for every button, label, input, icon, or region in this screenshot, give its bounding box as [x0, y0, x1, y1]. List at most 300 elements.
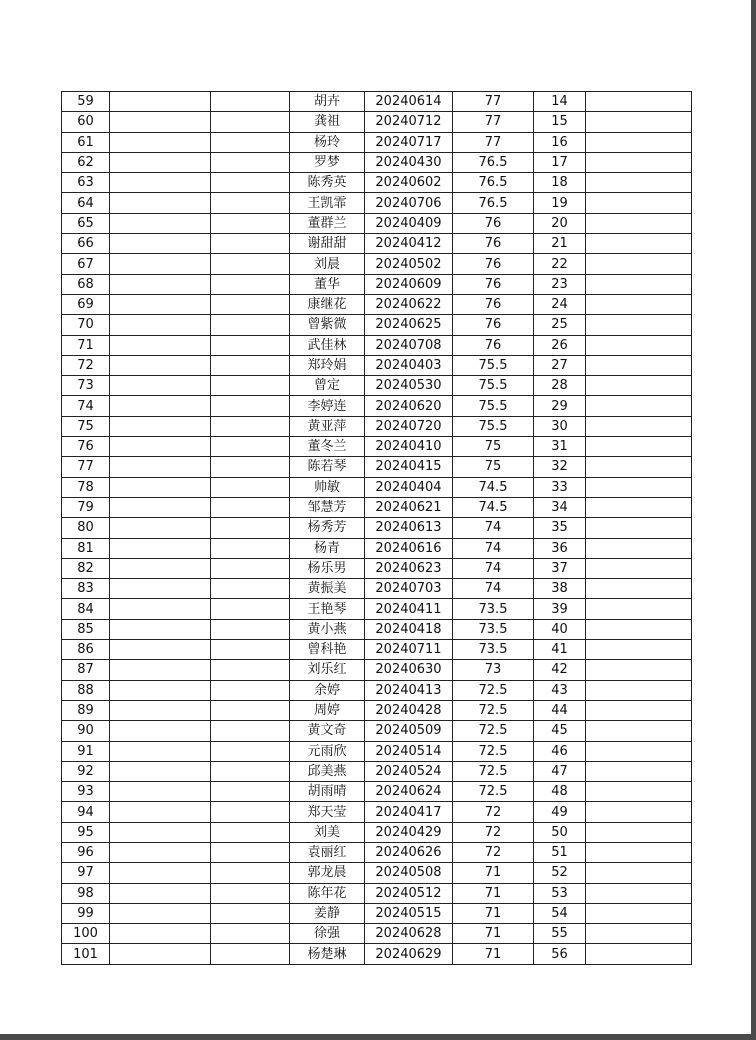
rank-cell: 25	[534, 315, 586, 335]
table-row	[62, 497, 692, 517]
score-cell: 76	[453, 335, 534, 355]
name-cell: 刘乐红	[290, 660, 365, 680]
blank-cell	[211, 883, 290, 903]
rank-cell: 31	[534, 437, 586, 457]
score-cell: 77	[453, 132, 534, 152]
blank-cell	[110, 782, 211, 802]
blank-cell	[211, 660, 290, 680]
id-cell: 20240614	[365, 92, 453, 112]
id-cell: 20240404	[365, 477, 453, 497]
blank-cell	[586, 518, 692, 538]
score-cell: 75.5	[453, 396, 534, 416]
id-cell: 20240514	[365, 741, 453, 761]
blank-cell	[211, 924, 290, 944]
id-cell: 20240412	[365, 234, 453, 254]
rank-cell: 22	[534, 254, 586, 274]
table-row	[62, 396, 692, 416]
rank-cell: 45	[534, 721, 586, 741]
id-cell: 20240409	[365, 213, 453, 233]
blank-cell	[211, 903, 290, 923]
blank-cell	[586, 437, 692, 457]
rank-cell: 21	[534, 234, 586, 254]
seq-cell: 77	[62, 457, 110, 477]
rank-cell: 50	[534, 822, 586, 842]
id-cell: 20240430	[365, 152, 453, 172]
name-cell: 郑玲娟	[290, 355, 365, 375]
rank-cell: 54	[534, 903, 586, 923]
seq-cell: 69	[62, 294, 110, 314]
id-cell: 20240410	[365, 437, 453, 457]
blank-cell	[211, 579, 290, 599]
table-row	[62, 254, 692, 274]
id-cell: 20240417	[365, 802, 453, 822]
table-row	[62, 721, 692, 741]
name-cell: 胡卉	[290, 92, 365, 112]
blank-cell	[211, 842, 290, 862]
score-cell: 76	[453, 315, 534, 335]
blank-cell	[110, 863, 211, 883]
blank-cell	[211, 457, 290, 477]
id-cell: 20240624	[365, 782, 453, 802]
blank-cell	[211, 619, 290, 639]
score-table	[61, 91, 692, 965]
table-row	[62, 274, 692, 294]
blank-cell	[211, 700, 290, 720]
blank-cell	[586, 599, 692, 619]
seq-cell: 73	[62, 376, 110, 396]
id-cell: 20240621	[365, 497, 453, 517]
blank-cell	[586, 619, 692, 639]
id-cell: 20240706	[365, 193, 453, 213]
blank-cell	[211, 518, 290, 538]
blank-cell	[110, 254, 211, 274]
blank-cell	[110, 92, 211, 112]
score-cell: 76	[453, 254, 534, 274]
blank-cell	[110, 457, 211, 477]
blank-cell	[211, 477, 290, 497]
name-cell: 黄亚萍	[290, 416, 365, 436]
name-cell: 黄文奇	[290, 721, 365, 741]
table-row	[62, 680, 692, 700]
seq-cell: 79	[62, 497, 110, 517]
name-cell: 刘晨	[290, 254, 365, 274]
rank-cell: 41	[534, 640, 586, 660]
id-cell: 20240403	[365, 355, 453, 375]
id-cell: 20240625	[365, 315, 453, 335]
score-cell: 72	[453, 822, 534, 842]
seq-cell: 91	[62, 741, 110, 761]
name-cell: 刘美	[290, 822, 365, 842]
table-row	[62, 782, 692, 802]
id-cell: 20240628	[365, 924, 453, 944]
table-row	[62, 92, 692, 112]
blank-cell	[211, 721, 290, 741]
blank-cell	[211, 741, 290, 761]
score-cell: 76	[453, 213, 534, 233]
name-cell: 龚祖	[290, 112, 365, 132]
blank-cell	[586, 660, 692, 680]
seq-cell: 95	[62, 822, 110, 842]
score-cell: 76	[453, 274, 534, 294]
seq-cell: 99	[62, 903, 110, 923]
name-cell: 曾紫微	[290, 315, 365, 335]
blank-cell	[211, 274, 290, 294]
seq-cell: 96	[62, 842, 110, 862]
score-cell: 71	[453, 903, 534, 923]
rank-cell: 34	[534, 497, 586, 517]
blank-cell	[211, 497, 290, 517]
blank-cell	[211, 944, 290, 964]
score-cell: 76.5	[453, 193, 534, 213]
rank-cell: 42	[534, 660, 586, 680]
id-cell: 20240509	[365, 721, 453, 741]
blank-cell	[110, 761, 211, 781]
score-cell: 71	[453, 944, 534, 964]
table-row	[62, 558, 692, 578]
blank-cell	[110, 213, 211, 233]
name-cell: 董冬兰	[290, 437, 365, 457]
table-row	[62, 173, 692, 193]
id-cell: 20240613	[365, 518, 453, 538]
blank-cell	[110, 518, 211, 538]
blank-cell	[211, 863, 290, 883]
name-cell: 武佳林	[290, 335, 365, 355]
seq-cell: 94	[62, 802, 110, 822]
score-cell: 71	[453, 924, 534, 944]
blank-cell	[586, 863, 692, 883]
id-cell: 20240616	[365, 538, 453, 558]
table-row	[62, 741, 692, 761]
name-cell: 元雨欣	[290, 741, 365, 761]
name-cell: 杨乐男	[290, 558, 365, 578]
blank-cell	[586, 152, 692, 172]
score-cell: 72.5	[453, 700, 534, 720]
rank-cell: 49	[534, 802, 586, 822]
blank-cell	[586, 92, 692, 112]
rank-cell: 55	[534, 924, 586, 944]
id-cell: 20240720	[365, 416, 453, 436]
seq-cell: 101	[62, 944, 110, 964]
blank-cell	[211, 376, 290, 396]
id-cell: 20240502	[365, 254, 453, 274]
score-cell: 72.5	[453, 741, 534, 761]
name-cell: 杨秀芳	[290, 518, 365, 538]
seq-cell: 98	[62, 883, 110, 903]
score-cell: 73.5	[453, 619, 534, 639]
rank-cell: 17	[534, 152, 586, 172]
table-row	[62, 802, 692, 822]
id-cell: 20240708	[365, 335, 453, 355]
seq-cell: 68	[62, 274, 110, 294]
name-cell: 杨玲	[290, 132, 365, 152]
table-row	[62, 132, 692, 152]
seq-cell: 71	[62, 335, 110, 355]
seq-cell: 86	[62, 640, 110, 660]
name-cell: 董华	[290, 274, 365, 294]
rank-cell: 19	[534, 193, 586, 213]
blank-cell	[586, 355, 692, 375]
id-cell: 20240717	[365, 132, 453, 152]
rank-cell: 44	[534, 700, 586, 720]
name-cell: 郑天莹	[290, 802, 365, 822]
seq-cell: 60	[62, 112, 110, 132]
score-cell: 75	[453, 457, 534, 477]
blank-cell	[110, 842, 211, 862]
seq-cell: 97	[62, 863, 110, 883]
score-cell: 77	[453, 112, 534, 132]
rank-cell: 39	[534, 599, 586, 619]
table-row	[62, 437, 692, 457]
table-row	[62, 640, 692, 660]
seq-cell: 90	[62, 721, 110, 741]
id-cell: 20240626	[365, 842, 453, 862]
rank-cell: 33	[534, 477, 586, 497]
id-cell: 20240413	[365, 680, 453, 700]
table-row	[62, 213, 692, 233]
id-cell: 20240622	[365, 294, 453, 314]
blank-cell	[586, 842, 692, 862]
name-cell: 周婷	[290, 700, 365, 720]
table-row	[62, 619, 692, 639]
blank-cell	[110, 741, 211, 761]
id-cell: 20240602	[365, 173, 453, 193]
name-cell: 邱美燕	[290, 761, 365, 781]
blank-cell	[211, 761, 290, 781]
table-row	[62, 842, 692, 862]
score-cell: 73.5	[453, 599, 534, 619]
seq-cell: 65	[62, 213, 110, 233]
id-cell: 20240703	[365, 579, 453, 599]
blank-cell	[586, 497, 692, 517]
id-cell: 20240515	[365, 903, 453, 923]
blank-cell	[586, 579, 692, 599]
rank-cell: 28	[534, 376, 586, 396]
rank-cell: 51	[534, 842, 586, 862]
blank-cell	[586, 883, 692, 903]
blank-cell	[110, 396, 211, 416]
table-row	[62, 376, 692, 396]
id-cell: 20240609	[365, 274, 453, 294]
blank-cell	[110, 883, 211, 903]
blank-cell	[211, 132, 290, 152]
blank-cell	[110, 335, 211, 355]
score-cell: 72	[453, 802, 534, 822]
name-cell: 黄小燕	[290, 619, 365, 639]
blank-cell	[586, 294, 692, 314]
rank-cell: 26	[534, 335, 586, 355]
rank-cell: 23	[534, 274, 586, 294]
blank-cell	[211, 599, 290, 619]
seq-cell: 82	[62, 558, 110, 578]
table-row	[62, 457, 692, 477]
blank-cell	[211, 680, 290, 700]
score-cell: 75.5	[453, 376, 534, 396]
blank-cell	[211, 782, 290, 802]
blank-cell	[211, 538, 290, 558]
score-cell: 74.5	[453, 497, 534, 517]
rank-cell: 47	[534, 761, 586, 781]
blank-cell	[211, 558, 290, 578]
name-cell: 余婷	[290, 680, 365, 700]
blank-cell	[110, 944, 211, 964]
score-cell: 72.5	[453, 761, 534, 781]
table-row	[62, 579, 692, 599]
blank-cell	[211, 152, 290, 172]
score-cell: 75.5	[453, 416, 534, 436]
seq-cell: 80	[62, 518, 110, 538]
blank-cell	[586, 315, 692, 335]
name-cell: 帅敏	[290, 477, 365, 497]
name-cell: 陈年花	[290, 883, 365, 903]
table-row	[62, 538, 692, 558]
seq-cell: 75	[62, 416, 110, 436]
name-cell: 杨楚琳	[290, 944, 365, 964]
score-cell: 77	[453, 92, 534, 112]
seq-cell: 63	[62, 173, 110, 193]
rank-cell: 56	[534, 944, 586, 964]
blank-cell	[211, 416, 290, 436]
table-row	[62, 883, 692, 903]
seq-cell: 83	[62, 579, 110, 599]
rank-cell: 52	[534, 863, 586, 883]
blank-cell	[586, 457, 692, 477]
blank-cell	[110, 132, 211, 152]
blank-cell	[586, 335, 692, 355]
table-row	[62, 518, 692, 538]
blank-cell	[110, 599, 211, 619]
blank-cell	[586, 721, 692, 741]
table-row	[62, 660, 692, 680]
id-cell: 20240712	[365, 112, 453, 132]
blank-cell	[110, 173, 211, 193]
score-cell: 72.5	[453, 680, 534, 700]
rank-cell: 20	[534, 213, 586, 233]
id-cell: 20240530	[365, 376, 453, 396]
blank-cell	[110, 903, 211, 923]
table-row	[62, 294, 692, 314]
blank-cell	[211, 822, 290, 842]
seq-cell: 89	[62, 700, 110, 720]
name-cell: 王艳琴	[290, 599, 365, 619]
id-cell: 20240620	[365, 396, 453, 416]
blank-cell	[110, 680, 211, 700]
table-row	[62, 599, 692, 619]
name-cell: 曾定	[290, 376, 365, 396]
id-cell: 20240415	[365, 457, 453, 477]
seq-cell: 78	[62, 477, 110, 497]
seq-cell: 66	[62, 234, 110, 254]
seq-cell: 72	[62, 355, 110, 375]
seq-cell: 61	[62, 132, 110, 152]
table-row	[62, 315, 692, 335]
blank-cell	[586, 822, 692, 842]
seq-cell: 74	[62, 396, 110, 416]
table-row	[62, 924, 692, 944]
blank-cell	[586, 761, 692, 781]
name-cell: 袁丽红	[290, 842, 365, 862]
blank-cell	[110, 416, 211, 436]
blank-cell	[110, 193, 211, 213]
table-body	[62, 92, 692, 965]
blank-cell	[110, 640, 211, 660]
seq-cell: 70	[62, 315, 110, 335]
blank-cell	[211, 355, 290, 375]
seq-cell: 62	[62, 152, 110, 172]
blank-cell	[586, 477, 692, 497]
blank-cell	[211, 640, 290, 660]
id-cell: 20240411	[365, 599, 453, 619]
score-cell: 72.5	[453, 721, 534, 741]
seq-cell: 92	[62, 761, 110, 781]
blank-cell	[586, 254, 692, 274]
score-cell: 71	[453, 863, 534, 883]
blank-cell	[586, 234, 692, 254]
name-cell: 徐强	[290, 924, 365, 944]
seq-cell: 67	[62, 254, 110, 274]
rank-cell: 18	[534, 173, 586, 193]
name-cell: 姜静	[290, 903, 365, 923]
rank-cell: 32	[534, 457, 586, 477]
id-cell: 20240428	[365, 700, 453, 720]
seq-cell: 93	[62, 782, 110, 802]
table-row	[62, 193, 692, 213]
rank-cell: 16	[534, 132, 586, 152]
blank-cell	[110, 152, 211, 172]
blank-cell	[586, 640, 692, 660]
blank-cell	[586, 700, 692, 720]
table-row	[62, 700, 692, 720]
table-row	[62, 416, 692, 436]
blank-cell	[211, 802, 290, 822]
blank-cell	[110, 294, 211, 314]
name-cell: 康继花	[290, 294, 365, 314]
blank-cell	[586, 802, 692, 822]
blank-cell	[586, 213, 692, 233]
blank-cell	[586, 193, 692, 213]
score-cell: 72	[453, 842, 534, 862]
blank-cell	[586, 903, 692, 923]
blank-cell	[586, 274, 692, 294]
id-cell: 20240630	[365, 660, 453, 680]
blank-cell	[211, 335, 290, 355]
rank-cell: 40	[534, 619, 586, 639]
blank-cell	[110, 112, 211, 132]
score-cell: 71	[453, 883, 534, 903]
table-row	[62, 112, 692, 132]
score-cell: 74	[453, 579, 534, 599]
rank-cell: 27	[534, 355, 586, 375]
name-cell: 杨青	[290, 538, 365, 558]
rank-cell: 38	[534, 579, 586, 599]
id-cell: 20240418	[365, 619, 453, 639]
table-row	[62, 355, 692, 375]
blank-cell	[110, 437, 211, 457]
id-cell: 20240524	[365, 761, 453, 781]
rank-cell: 29	[534, 396, 586, 416]
id-cell: 20240429	[365, 822, 453, 842]
blank-cell	[586, 924, 692, 944]
blank-cell	[110, 700, 211, 720]
blank-cell	[586, 396, 692, 416]
id-cell: 20240711	[365, 640, 453, 660]
score-cell: 73	[453, 660, 534, 680]
blank-cell	[211, 396, 290, 416]
blank-cell	[110, 497, 211, 517]
score-cell: 76	[453, 294, 534, 314]
blank-cell	[110, 274, 211, 294]
score-cell: 74	[453, 518, 534, 538]
name-cell: 李婷连	[290, 396, 365, 416]
